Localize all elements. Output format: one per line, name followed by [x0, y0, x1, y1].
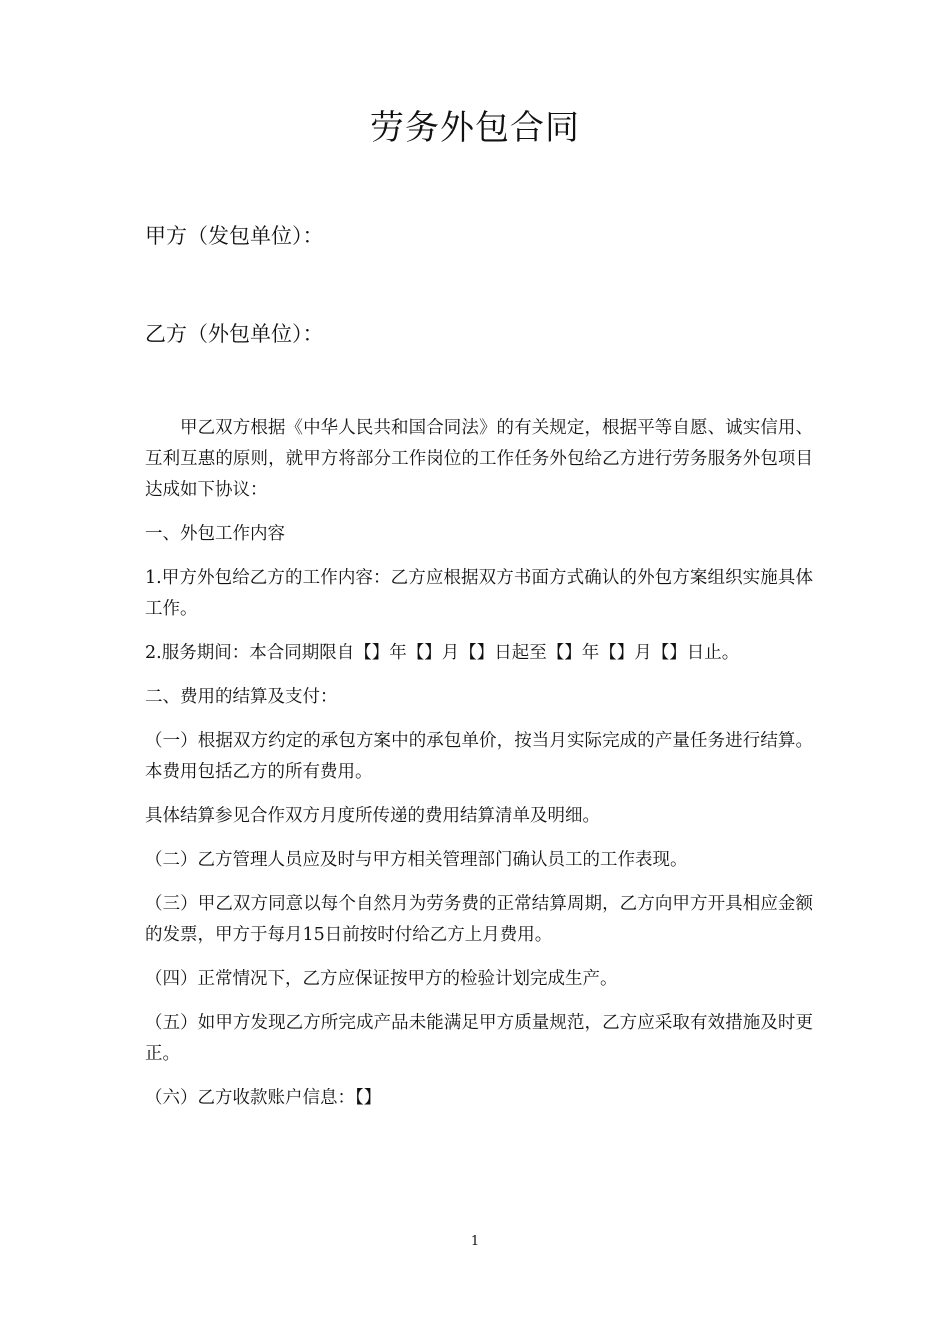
- clause-settlement-basis: （一）根据双方约定的承包方案中的承包单价，按当月实际完成的产量任务进行结算。本费用包括乙方的所有费用。: [145, 731, 813, 782]
- clause-1-work-content: 1.甲方外包给乙方的工作内容：乙方应根据双方书面方式确认的外包方案组织实施具体工作。: [145, 568, 813, 619]
- document-title: 劳务外包合同: [370, 108, 580, 148]
- clause-bank-account-info: （六）乙方收款账户信息：【】: [145, 1088, 382, 1108]
- section-heading-outsourcing-content: 一、外包工作内容: [145, 524, 285, 544]
- section-heading-settlement-payment: 二、费用的结算及支付：: [145, 687, 338, 707]
- party-a-label: 甲方（发包单位）：: [145, 224, 324, 248]
- clause-settlement-details: 具体结算参见合作双方月度所传递的费用结算清单及明细。: [145, 806, 600, 826]
- clause-quality-correction: （五）如甲方发现乙方所完成产品未能满足甲方质量规范，乙方应采取有效措施及时更正。: [145, 1013, 813, 1064]
- clause-settlement-cycle: （三）甲乙双方同意以每个自然月为劳务费的正常结算周期，乙方向甲方开具相应金额的发票，甲方于每月15日前按时付给乙方上月费用。: [145, 894, 813, 945]
- clause-2-service-period: 2.服务期间：本合同期限自【】年【】月【】日起至【】年【】月【】日止。: [145, 643, 740, 663]
- intro-paragraph: 甲乙双方根据《中华人民共和国合同法》的有关规定，根据平等自愿、诚实信用、互利互惠的原则，就甲方将部分工作岗位的工作任务外包给乙方进行劳务服务外包项目达成如下协议：: [145, 418, 813, 500]
- clause-production-plan: （四）正常情况下，乙方应保证按甲方的检验计划完成生产。: [145, 969, 618, 989]
- contract-body: [145, 413, 813, 1127]
- clause-performance-confirmation: （二）乙方管理人员应及时与甲方相关管理部门确认员工的工作表现。: [145, 850, 688, 870]
- party-b-label: 乙方（外包单位）：: [145, 322, 324, 346]
- page-number: 1: [470, 1234, 480, 1249]
